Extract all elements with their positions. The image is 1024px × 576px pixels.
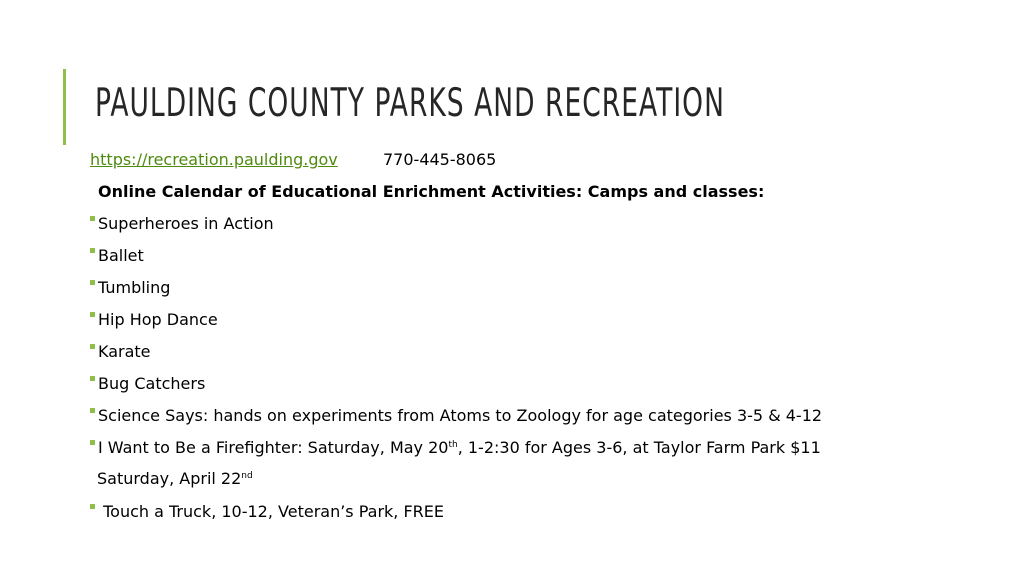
activities-heading: Online Calendar of Educational Enrichment Activities: Camps and classes: (98, 182, 765, 201)
date-line (97, 469, 253, 489)
bullet-icon (90, 216, 95, 221)
list-item-label: Karate (98, 342, 151, 361)
firefighter-details: , 1-2:30 for Ages 3-6, at Taylor Farm Park $11 (457, 438, 821, 457)
list-item (90, 246, 144, 266)
bullet-icon (90, 440, 95, 445)
firefighter-text: I Want to Be a Firefighter: Saturday, May 20 (98, 438, 449, 457)
bullet-icon (90, 504, 95, 509)
list-item-label: Ballet (98, 246, 144, 265)
date-ordinal: nd (241, 471, 253, 481)
list-item-label: Superheroes in Action (98, 214, 274, 233)
bullet-icon (90, 376, 95, 381)
title-accent-bar (63, 69, 66, 145)
date-text: Saturday, April 22 (97, 469, 242, 488)
list-item-label: Science Says: hands on experiments from Atoms to Zoology for age categories 3-5 & 4-12 (98, 406, 823, 425)
list-item (90, 310, 218, 330)
list-item-truck (90, 502, 444, 522)
bullet-icon (90, 408, 95, 413)
list-item-label: Hip Hop Dance (98, 310, 218, 329)
list-item-label: Touch a Truck, 10-12, Veteran’s Park, FREE (103, 502, 445, 521)
list-item-firefighter (90, 438, 821, 458)
list-item-label: Bug Catchers (98, 374, 206, 393)
bullet-icon (90, 280, 95, 285)
list-item (90, 406, 822, 426)
list-item (90, 374, 205, 394)
bullet-icon (90, 344, 95, 349)
bullet-icon (90, 312, 95, 317)
contact-line (90, 150, 497, 170)
phone-number: 770-445-8065 (383, 150, 497, 169)
bullet-icon (90, 248, 95, 253)
website-link[interactable]: https://recreation.paulding.gov (90, 150, 338, 169)
list-item-label: Tumbling (98, 278, 171, 297)
list-item (90, 342, 151, 362)
list-item (90, 278, 170, 298)
list-item (90, 214, 274, 234)
page-title: PAULDING COUNTY PARKS AND RECREATION (95, 81, 725, 126)
firefighter-ordinal: th (448, 440, 458, 450)
